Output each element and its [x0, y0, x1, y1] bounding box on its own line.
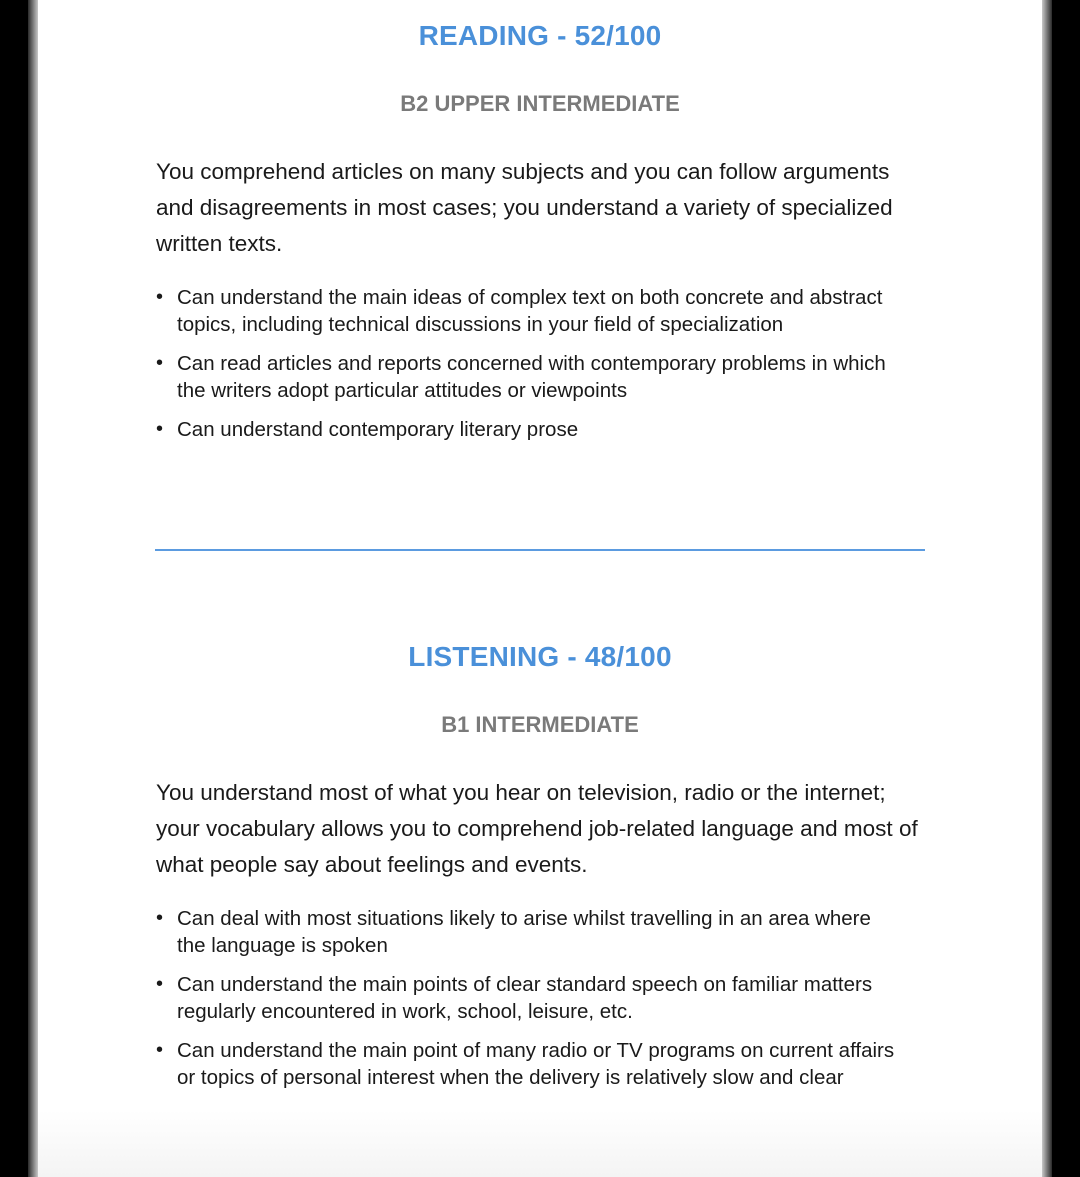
reading-skill-text: Can read articles and reports concerned with contemporary problems in which the writers adopt particular attitudes or viewpoints — [177, 352, 886, 402]
listening-skill-text: Can understand the main points of clear standard speech on familiar matters regularly encountered in work, school, leisure, etc. — [177, 973, 873, 1023]
reading-level-label: B2 UPPER INTERMEDIATE — [400, 91, 680, 116]
listening-score-title: LISTENING - 48/100 — [408, 641, 672, 672]
list-item — [156, 284, 896, 338]
listening-skills-list — [156, 905, 896, 1103]
list-item — [156, 1037, 896, 1091]
bullet-dot-icon: • — [156, 973, 164, 995]
reading-skill-text: Can understand the main ideas of complex text on both concrete and abstract topics, including technical discussions in your field of specialization — [177, 286, 883, 336]
bullet-dot-icon: • — [156, 1039, 164, 1061]
reading-skill-text: Can understand contemporary literary prose — [177, 418, 579, 441]
reading-summary: You comprehend articles on many subjects and you can follow arguments and disagreements in most cases; you understand a variety of specialized written texts. — [156, 159, 893, 256]
list-item — [156, 416, 896, 443]
list-item — [156, 350, 896, 404]
bullet-dot-icon: • — [156, 352, 164, 374]
section-divider — [155, 549, 925, 551]
reading-skills-list — [156, 284, 896, 455]
bullet-dot-icon: • — [156, 286, 164, 308]
listening-level-label: B1 INTERMEDIATE — [441, 712, 639, 737]
reading-score-title: READING - 52/100 — [418, 20, 662, 51]
results-page — [38, 0, 1042, 1177]
listening-skill-text: Can understand the main point of many radio or TV programs on current affairs or topics of personal interest when the delivery is relatively slow and clear — [177, 1039, 895, 1089]
listening-summary: You understand most of what you hear on television, radio or the internet; your vocabulary allows you to comprehend job-related language and most of what people say about feelings and events. — [156, 780, 918, 877]
listening-skill-text: Can deal with most situations likely to arise whilst travelling in an area where the language is spoken — [177, 907, 871, 957]
list-item — [156, 905, 896, 959]
bullet-dot-icon: • — [156, 907, 164, 929]
list-item — [156, 971, 896, 1025]
bullet-dot-icon: • — [156, 418, 164, 440]
